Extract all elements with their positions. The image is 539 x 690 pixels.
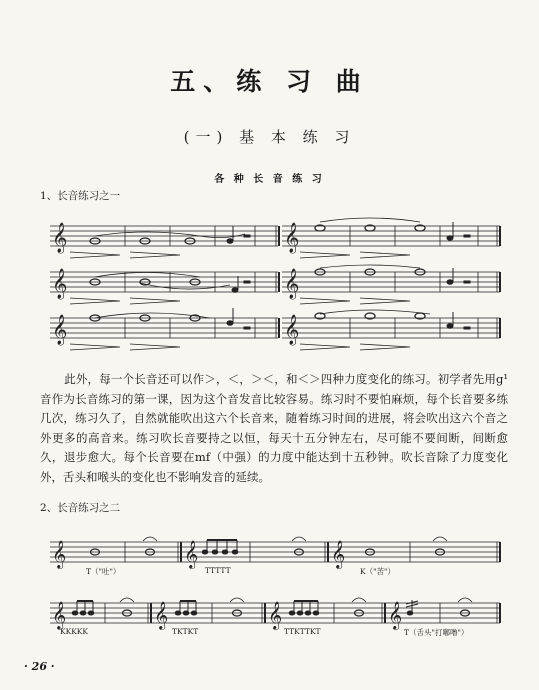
- svg-text:𝄞: 𝄞: [388, 601, 403, 629]
- instruction-text: 此外，每一个长音还可以作＞，＜，＞＜，和＜＞四种力度变化的练习。初学者先用g¹音作为长音练习的第一课，因为这个音发音比较容易。练习时不要怕麻烦，每个长音要多练几次，练习久了，自然就能吹出这六个长音来，随着练习时间的进展，将会吹出这六个音之外更多的高音来。练习吹长音要持之以恒，每天十五分钟左右，尽可能不要间断，间断愈久，退步愈大。每个长音要在mf（中强）的力度中能达到十五秒钟。吹长音除了力度变化外，舌头和喉头的变化也不影响发音的延续。: [40, 372, 508, 484]
- ex2-label-1: T（"吐"）: [86, 567, 121, 576]
- ex2-label-3: K（"苦"）: [360, 567, 396, 576]
- subsection-title: 各 种 长 音 练 习: [214, 174, 325, 185]
- svg-text:𝄞: 𝄞: [52, 540, 67, 568]
- svg-text:𝄞: 𝄞: [284, 223, 300, 253]
- ex2-label-2: TTTTT: [205, 566, 231, 575]
- exercise-1-title: 1、长音练习之一: [40, 190, 121, 202]
- ex2-label-7: T（舌头"打嘟噜"）: [404, 628, 469, 637]
- svg-text:𝄞: 𝄞: [331, 540, 346, 568]
- svg-text:𝄞: 𝄞: [52, 315, 68, 345]
- svg-text:𝄞: 𝄞: [52, 269, 68, 299]
- svg-text:𝄞: 𝄞: [284, 315, 300, 345]
- svg-text:𝄞: 𝄞: [52, 601, 67, 629]
- section-title: (一) 基 本 练 习: [183, 128, 356, 146]
- svg-text:𝄞: 𝄞: [154, 601, 169, 629]
- page-number: · 26 ·: [24, 660, 55, 673]
- svg-text:𝄞: 𝄞: [268, 601, 283, 629]
- ex2-label-5: TKTKT: [172, 627, 199, 636]
- svg-text:𝄞: 𝄞: [52, 223, 68, 253]
- svg-text:𝄞: 𝄞: [184, 540, 199, 568]
- ex2-staff-row-1: [50, 542, 500, 562]
- svg-text:𝄞: 𝄞: [284, 269, 300, 299]
- ex2-label-6: TTKTTKT: [284, 627, 321, 636]
- exercise-2-title: 2、长音练习之二: [40, 502, 121, 514]
- chapter-title: 五、练 习 曲: [170, 67, 369, 96]
- ex2-label-4: KKKKK: [60, 627, 89, 636]
